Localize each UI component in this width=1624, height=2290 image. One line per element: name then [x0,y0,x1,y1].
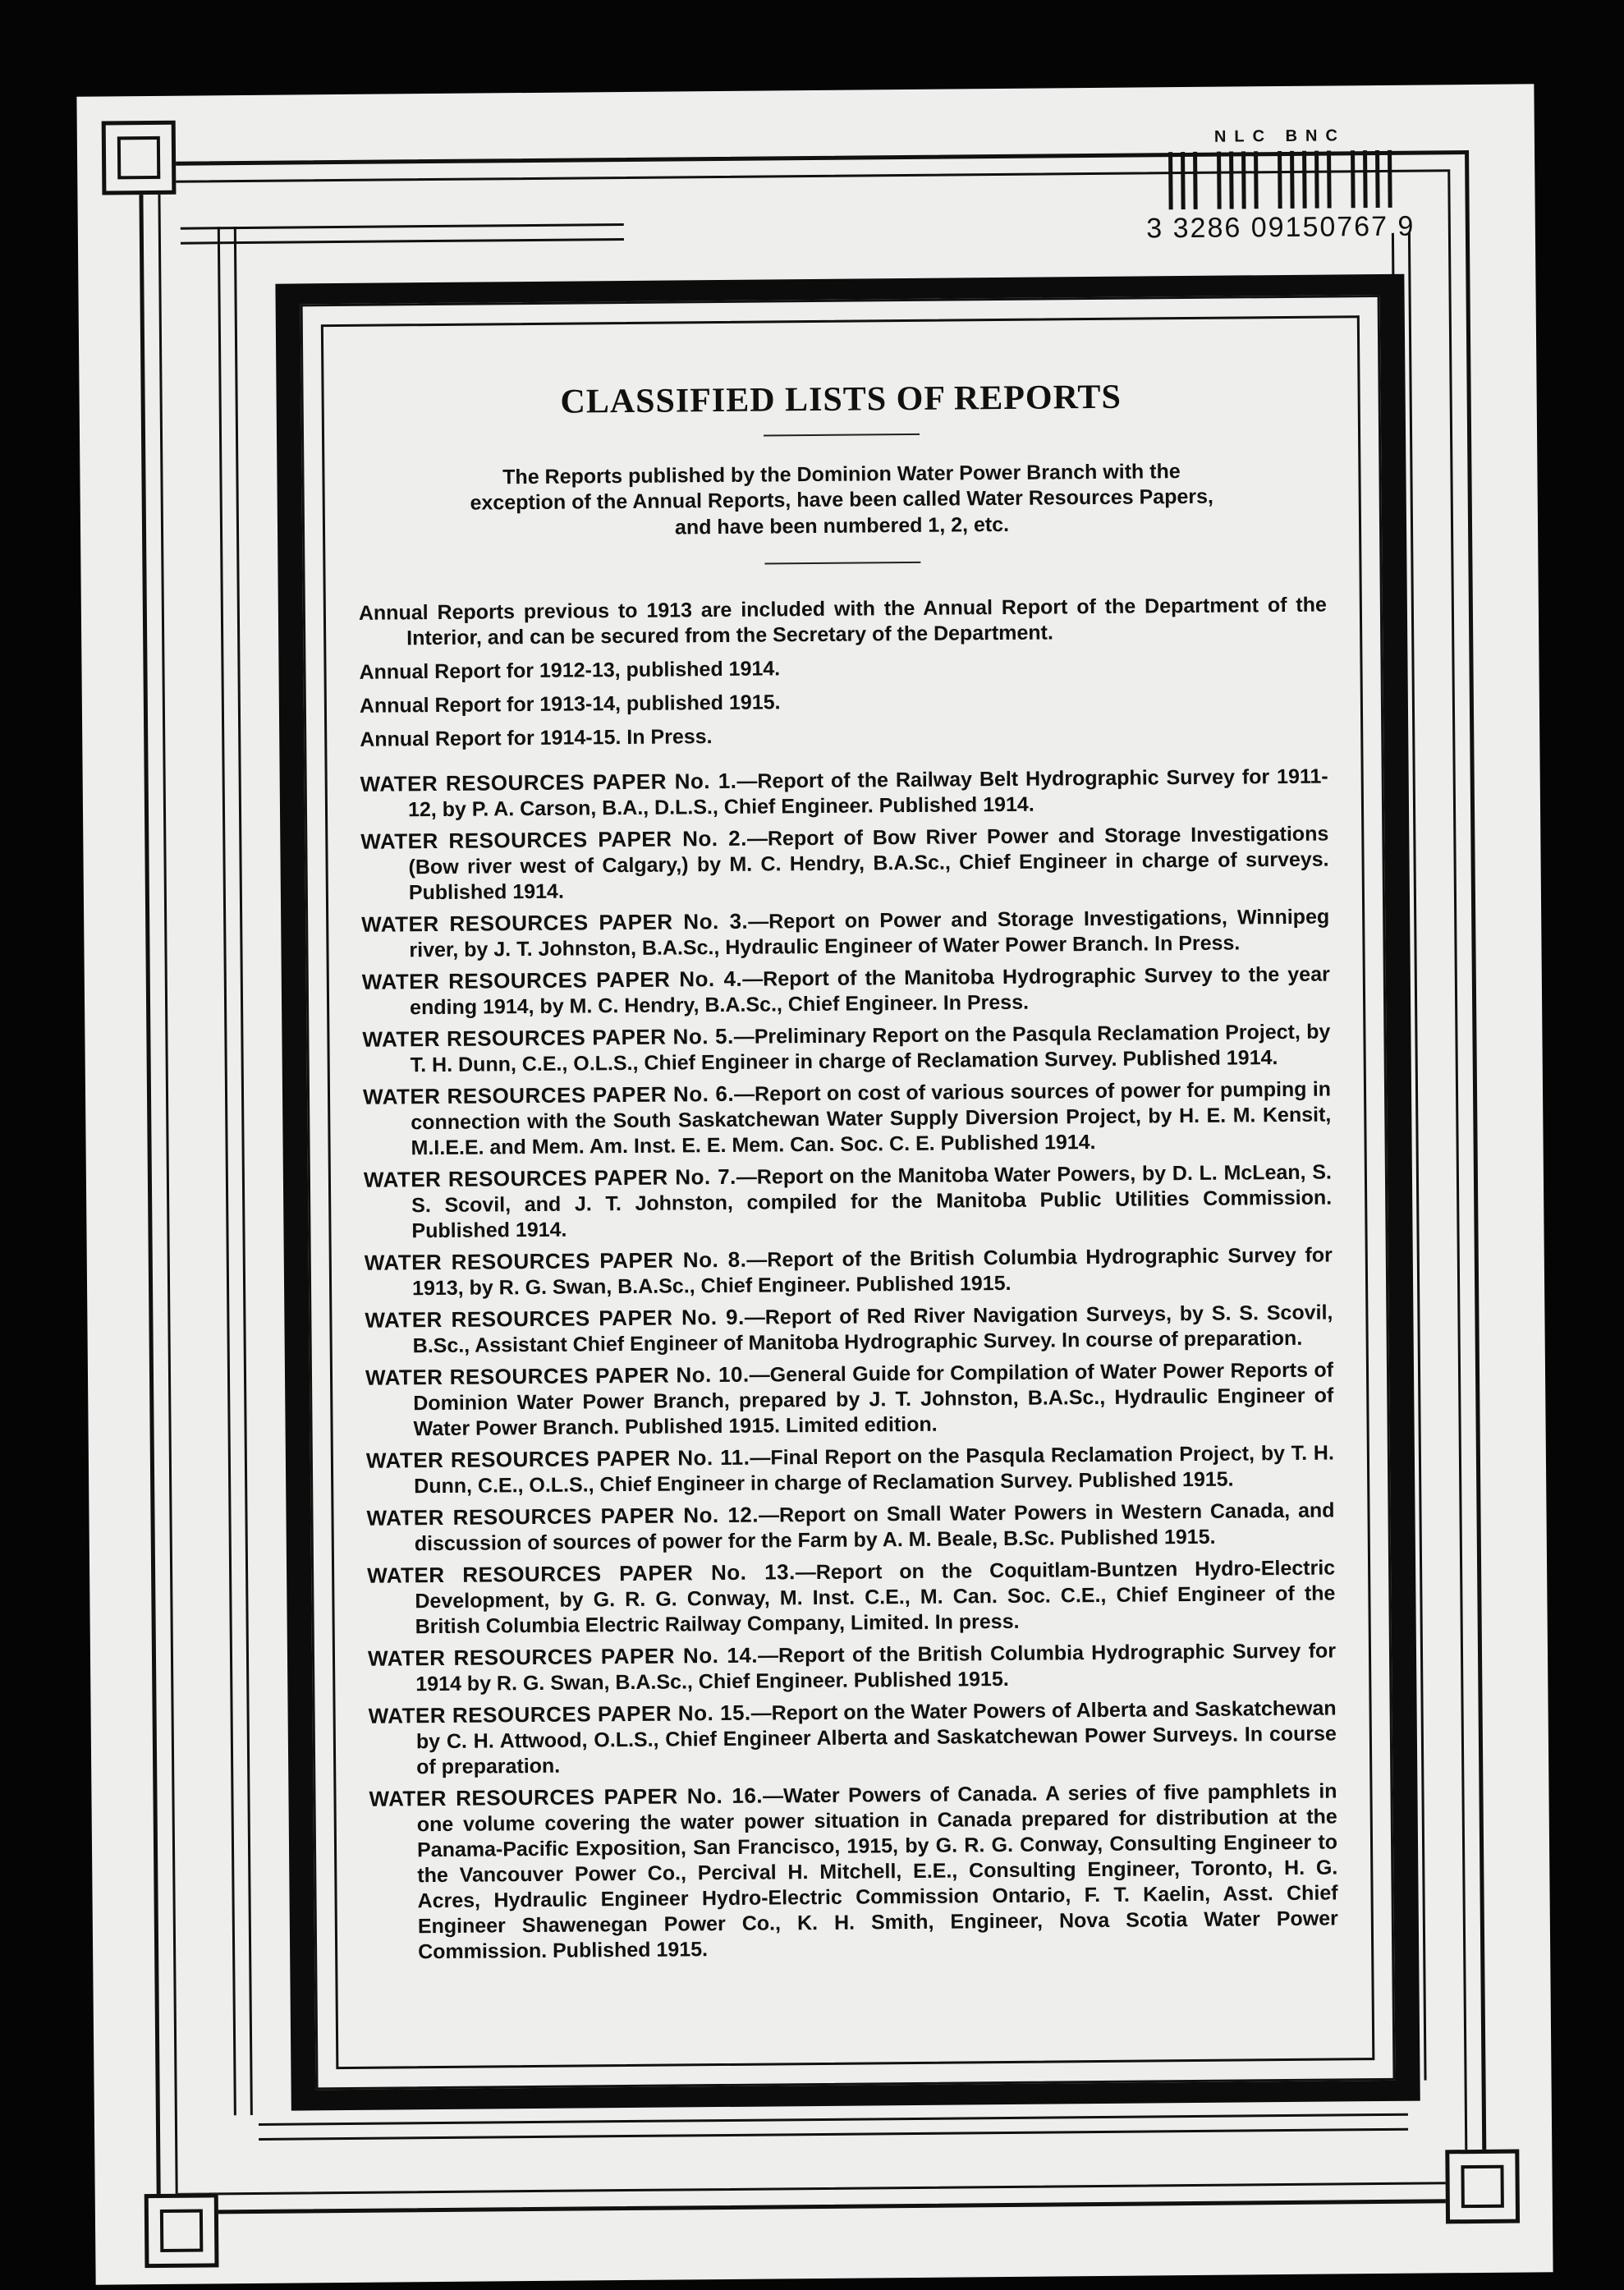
paper-description: —Report on the Manitoba Water Powers, by D. L. McLean, S. S. Scovil, and J. T. Johnston, compiled for the Manitoba Public Utilities Commission. Published 1914. [411,1160,1333,1243]
paper-entry [360,762,1329,823]
paper-description: —Report of the Railway Belt Hydrographic Survey for 1911-12, by P. A. Carson, B.A., D.L.S., Chief Engineer. Published 1914. [407,764,1328,822]
paper-number: WATER RESOURCES PAPER No. 13. [367,1558,796,1588]
paper-entry [366,1496,1335,1557]
paper-number: WATER RESOURCES PAPER No. 14. [367,1642,759,1671]
paper-entry [368,1694,1337,1780]
paper-description: —Report on the Water Powers of Alberta and Saskatchewan by C. H. Attwood, O.L.S., Chief Engineer Alberta and Saskatchewan Power Surveys. In course of preparation. [415,1696,1337,1779]
barcode-bars [1103,149,1457,210]
annual-report-entry: Annual Report for 1913-14, published 1915. [359,691,781,718]
annual-report-entry: Annual Reports previous to 1913 are included with the Annual Report of the Department of the Interior, and can be secured from the Secretary of the Department. [358,593,1327,650]
library-code: NLC BNC [1213,126,1346,146]
paper-entry [360,819,1329,906]
paper-entry [363,1075,1332,1161]
paper-entry [365,1356,1334,1442]
document-page [76,84,1553,2284]
title-divider [764,434,920,437]
paper-description: —Report of the Manitoba Hydrographic Survey to the year ending 1914, by M. C. Hendry, B.A.Sc., Chief Engineer. In Press. [409,962,1330,1020]
paper-entry [366,1439,1335,1499]
paper-number: WATER RESOURCES PAPER No. 16. [369,1783,764,1811]
paper-description: —Report of Bow River Power and Storage Investigations (Bow river west of Calgary,) by M. C. Hendry, B.A.Sc., Chief Engineer in charge of surveys. Published 1914. [408,822,1329,905]
intro-divider [764,562,920,565]
paper-description: —Report on the Coquitlam-Buntzen Hydro-Electric Development, by G. R. G. Conway, M. Inst. C.E., M. Can. Soc. C.E., Chief Engineer of the British Columbia Electric Railway Company, Limited. In press. [415,1556,1336,1639]
paper-number: WATER RESOURCES PAPER No. 15. [368,1700,751,1728]
page-title: CLASSIFIED LISTS OF REPORTS [560,378,1122,421]
paper-number: WATER RESOURCES PAPER No. 11. [365,1444,750,1473]
content-panel [300,295,1396,2090]
paper-number: WATER RESOURCES PAPER No. 3. [361,908,749,937]
paper-description: —Report on Small Water Powers in Western Canada, and discussion of sources of power for the Farm by A. M. Beale, B.Sc. Published 1915. [414,1498,1335,1556]
paper-description: —Report of Red River Navigation Surveys, by S. S. Scovil, B.Sc., Assistant Chief Engineer of Manitoba Hydrographic Survey. In course of preparation. [412,1301,1333,1358]
content-inner-frame [321,315,1374,2069]
paper-description: —Water Powers of Canada. A series of five pamphlets in one volume covering the water power situation in Canada prepared for distribution at the Panama-Pacific Exposition, San Francisco, 1915, by G. R. G. Conway, Consulting Engineer to the Vancouver Power Co., Percival H. Mitchell, E.E., Consulting Engineer, Toronto, H. G. Acres, Hydraulic Engineer Hydro-Electric Commission Ontario, F. T. Kaelin, Asst. Chief Engineer Shawenegan Power Co., K. H. Smith, Engineer, Nova Scotia Water Power Commission. Published 1915. [416,1779,1338,1964]
paper-description: —Final Report on the Pasqula Reclamation Project, by T. H. Dunn, C.E., O.L.S., Chief Engineer in charge of Reclamation Survey. Published 1915. [414,1441,1334,1498]
corner-ornament-top-left [102,121,177,195]
paper-number: WATER RESOURCES PAPER No. 4. [361,966,743,994]
annual-report-entry: Annual Report for 1914-15. In Press. [360,724,713,751]
paper-description: —Preliminary Report on the Pasqula Reclamation Project, by T. H. Dunn, C.E., O.L.S., Chief Engineer in charge of Reclamation Survey. Published 1914. [410,1020,1331,1077]
paper-number: WATER RESOURCES PAPER No. 10. [365,1361,750,1390]
paper-list [360,762,1339,1965]
paper-number: WATER RESOURCES PAPER No. 2. [360,825,748,854]
paper-description: —Report on cost of various sources of power for pumping in connection with the South Saskatchewan Water Supply Diversion Project, by H. E. M. Kensit, M.I.E.E. and Mem. Am. Inst. E. E. Mem. Can. Soc. C. E. Published 1914. [411,1077,1332,1160]
paper-number: WATER RESOURCES PAPER No. 8. [364,1246,747,1275]
intro-paragraph: The Reports published by the Dominion Water Power Branch with the exception of the Annual Reports, have been called Water Resources Papers, and have been numbered 1, 2, etc. [470,460,1214,539]
paper-number: WATER RESOURCES PAPER No. 7. [363,1163,736,1192]
corner-ornament-bottom-left [145,2193,219,2268]
paper-number: WATER RESOURCES PAPER No. 5. [362,1023,734,1052]
paper-entry [362,960,1331,1021]
paper-entry [365,1298,1333,1359]
black-border-band [275,274,1420,2111]
paper-entry [362,1017,1331,1078]
paper-number: WATER RESOURCES PAPER No. 9. [365,1304,745,1333]
paper-number: WATER RESOURCES PAPER No. 1. [360,768,737,796]
paper-description: —Report of the British Columbia Hydrographic Survey for 1913, by R. G. Swan, B.A.Sc., Chief Engineer. Published 1915. [411,1243,1333,1301]
paper-description: —General Guide for Compilation of Water Power Reports of Dominion Water Power Branch, prepared by J. T. Johnston, B.A.Sc., Hydraulic Engineer of Water Power Branch. Published 1915. Limited edition. [413,1358,1334,1441]
paper-entry [369,1777,1338,1965]
paper-entry [364,1158,1333,1244]
barcode-label [1103,126,1457,246]
paper-description: —Report of the British Columbia Hydrographic Survey for 1914 by R. G. Swan, B.A.Sc., Chief Engineer. Published 1915. [415,1639,1337,1696]
paper-entry [367,1553,1336,1640]
paper-entry [368,1636,1337,1697]
paper-number: WATER RESOURCES PAPER No. 12. [366,1502,759,1530]
paper-number: WATER RESOURCES PAPER No. 6. [362,1081,735,1109]
barcode-number: 3 3286 09150767 9 [1146,210,1415,245]
paper-description: —Report on Power and Storage Investigations, Winnipeg river, by J. T. Johnston, B.A.Sc., Hydraulic Engineer of Water Power Branch. In Press. [409,905,1330,962]
annual-report-entry: Annual Report for 1912-13, published 1914. [359,657,781,684]
corner-ornament-bottom-right [1445,2150,1520,2224]
paper-entry [365,1241,1333,1301]
paper-entry [361,902,1330,963]
